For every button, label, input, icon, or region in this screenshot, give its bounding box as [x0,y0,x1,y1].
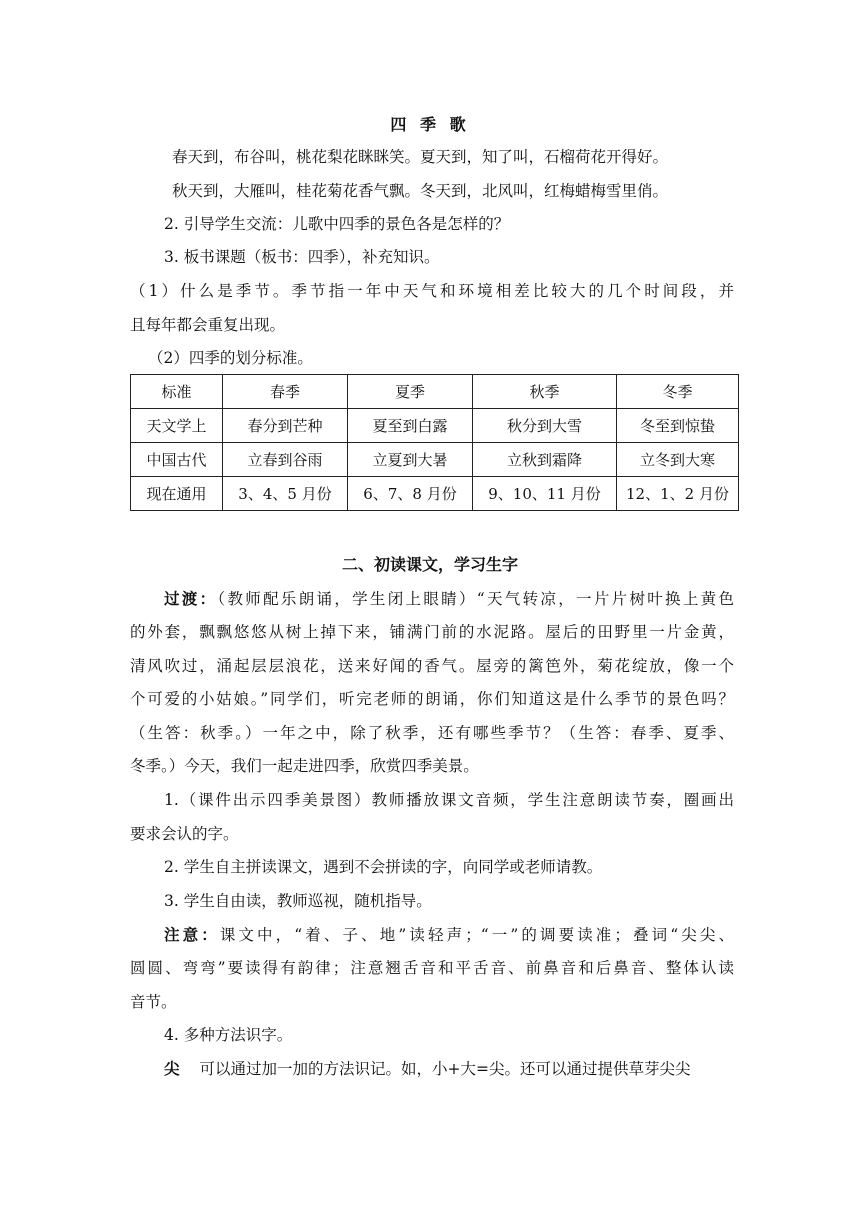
table-header-cell: 冬季 [617,375,739,409]
item-1-line-2: 要求会认的字。 [130,825,239,843]
sub-item-1-line-2: 且每年都会重复出现。 [130,316,286,334]
note-label: 注意： [164,925,220,944]
table-cell: 现在通用 [131,477,223,511]
transition-line-6: 冬季。）今天，我们一起走进四季，欣赏四季美景。 [130,757,479,775]
poem-line-2: 秋天到，大雁叫，桂花菊花香气飘。冬天到，北风叫，红梅蜡梅雪里俏。 [172,182,669,200]
season-division-table [130,374,739,511]
table-cell: 冬至到惊蛰 [617,409,739,443]
table-cell: 天文学上 [131,409,223,443]
table-cell: 立秋到霜降 [473,443,617,477]
table-cell: 9、10、11 月份 [473,477,617,511]
note-line-2: 圆圆、弯弯”要读得有韵律；注意翘舌音和平舌音、前鼻音和后鼻音、整体认读 [130,959,734,977]
item-2: 2. 学生自主拼读课文，遇到不会拼读的字，向同学或老师请教。 [164,858,603,876]
step-2: 2. 引导学生交流：儿歌中四季的景色各是怎样的？ [164,215,510,233]
table-header-row [131,375,739,409]
transition-line-5: （生答：秋季。）一年之中，除了秋季，还有哪些季节？（生答：春季、夏季、 [130,724,734,742]
char-explanation-line [164,1059,691,1079]
transition-line-3: 清风吹过，涌起层层浪花，送来好闻的香气。屋旁的篱笆外，菊花绽放，像一个 [130,657,734,675]
poem-title: 四 季 歌 [390,115,470,134]
table-row [131,409,739,443]
char-label: 尖 [164,1059,180,1078]
table-cell: 12、1、2 月份 [617,477,739,511]
item-4: 4. 多种方法识字。 [164,1026,293,1044]
transition-line-1 [164,589,734,609]
char-text: 可以通过加一加的方法识记。如，小+大=尖。还可以通过提供草芽尖尖 [199,1060,691,1078]
table-header-cell: 秋季 [473,375,617,409]
transition-text: （教师配乐朗诵，学生闭上眼睛）“天气转凉，一片片树叶换上黄色 [217,590,734,608]
note-line-1 [164,925,734,945]
table-header-cell: 春季 [223,375,348,409]
table-cell: 夏至到白露 [348,409,473,443]
note-text: 课文中，“着、子、地”读轻声；“一”的调要读准；叠词“尖尖、 [219,926,734,944]
table-header-cell: 夏季 [348,375,473,409]
transition-line-4: 个可爱的小姑娘。”同学们，听完老师的朗诵，你们知道这是什么季节的景色吗？ [130,690,734,708]
table-cell: 立春到谷雨 [223,443,348,477]
table-cell: 春分到芒种 [223,409,348,443]
table-cell: 立冬到大寒 [617,443,739,477]
table-cell: 秋分到大雪 [473,409,617,443]
item-1-line-1: 1.（课件出示四季美景图）教师播放课文音频，学生注意朗读节奏，圈画出 [164,791,734,809]
note-line-3: 音节。 [130,993,177,1011]
table-header-cell: 标准 [131,375,223,409]
step-3: 3. 板书课题（板书：四季），补充知识。 [164,248,440,266]
poem-line-1: 春天到，布谷叫，桃花梨花眯眯笑。夏天到，知了叫，石榴荷花开得好。 [172,148,669,166]
table-cell: 立夏到大暑 [348,443,473,477]
table-cell: 3、4、5 月份 [223,477,348,511]
item-3: 3. 学生自由读，教师巡视，随机指导。 [164,892,432,910]
section-heading: 二、初读课文，学习生字 [341,555,518,574]
sub-item-1-line-1: （1）什么是季节。季节指一年中天气和环境相差比较大的几个时间段，并 [130,282,734,300]
sub-item-2: （2）四季的划分标准。 [148,349,313,367]
transition-line-2: 的外套，飘飘悠悠从树上掉下来，铺满门前的水泥路。屋后的田野里一片金黄， [130,623,734,641]
table-cell: 6、7、8 月份 [348,477,473,511]
table-row [131,443,739,477]
transition-label: 过渡： [164,589,218,608]
table-row [131,477,739,511]
table-cell: 中国古代 [131,443,223,477]
